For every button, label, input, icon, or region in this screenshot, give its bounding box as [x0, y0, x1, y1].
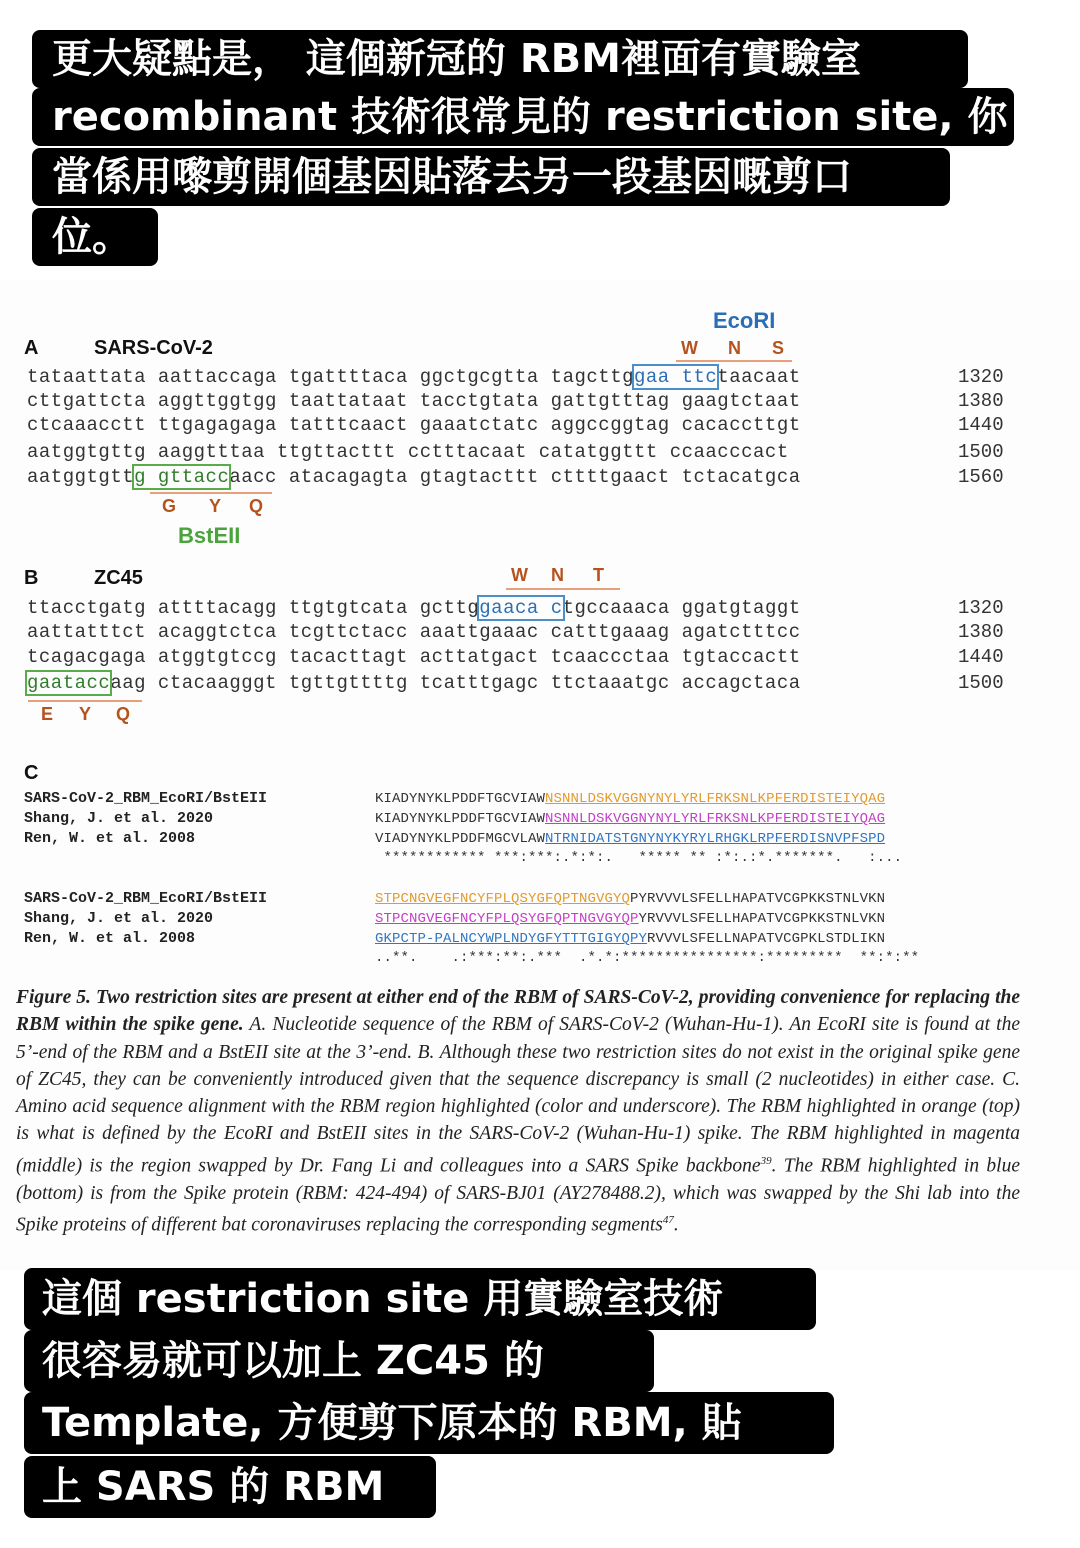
c1-seq-1: KIADYNYKLPDDFTGCVIAWNSNNLDSKVGGNYNYLYRLFRKSNLKPFERDISTEIYQAG — [375, 791, 886, 807]
c1-name-1: SARS-CoV-2_RBM_EcoRI/BstEII — [24, 790, 268, 807]
panel-a-name: SARS-CoV-2 — [94, 337, 213, 359]
ecori-aa-3: S — [772, 338, 785, 358]
panel-a-row-2: cttgattcta aggttggtgg taattataat tacctgtata gattgtttag gaagtctaat — [27, 390, 801, 412]
panel-a-label: A — [24, 337, 39, 359]
c2-consensus: ..**. .:***:**:.*** .*.*:****************:********* **:*:** — [375, 950, 920, 966]
zc45-top-aa-2: N — [551, 565, 564, 585]
figure-caption: Figure 5. Two restriction sites are present at either end of the RBM of SARS-CoV-2, providing convenience for replacing the RBM within the spike gene. A. Nucleotide sequence of the RBM of SARS-CoV-2 (Wuhan-Hu-1). An EcoRI site is found at the 5’-end of the RBM and a BstEII site at the 3’-end. B. Although these two restriction sites do not exist in the original spike gene of ZC45, they can be conveniently introduced given that the sequence discrepancy is small (2 nucleotides) in either case. C. Amino acid sequence alignment with the RBM region highlighted (color and underscore). The RBM highlighted in orange (top) is what is defined by the EcoRI and BstEII sites in the SARS-CoV-2 (Wuhan-Hu-1) spike. The RBM highlighted in magenta (middle) is the region swapped by Dr. Fang Li and colleagues into a SARS Spike backbone$^{39}$. The RBM highlighted in blue (bottom) is from the Spike protein (RBM: 424-494) of SARS-BJ01 (AY278488.2), which was swapped by the Shi lab into the Spike proteins of different bat coronaviruses replacing the corresponding segments$^{47}$. — [16, 987, 1020, 1236]
panel-b-pos-2: 1380 — [958, 621, 1004, 643]
ecori-label: EcoRI — [713, 308, 776, 333]
panel-b-name: ZC45 — [94, 567, 143, 589]
zc45-bsteii-region: gaatacc — [27, 672, 111, 694]
panel-b-pos-1: 1320 — [958, 597, 1004, 619]
panel-a-pos-4: 1500 — [958, 441, 1004, 463]
top-caption-line-3: 當係用嚟剪開個基因貼落去另一段基因嘅剪口 — [32, 148, 950, 206]
panel-a-row-1: tataattata aattaccaga tgattttaca ggctgcgtta tagcttggaa ttctaacaat — [27, 366, 801, 388]
ref-47: 47 — [662, 1213, 674, 1226]
bsteii-aa-3: Q — [249, 496, 264, 516]
ecori-aa-underline — [676, 360, 792, 362]
panel-a-row-3: ctcaaacctt ttgagagaga tatttcaact gaaatctatc aggccggtag cacaccttgt — [27, 414, 801, 436]
panel-a-pos-3: 1440 — [958, 414, 1004, 436]
c2-seq-1: STPCNGVEGFNCYFPLQSYGFQPTNGVGYQPYRVVVLSFELLHAPATVCGPKKSTNLVKN — [375, 891, 886, 907]
c2-seq-2: STPCNGVEGFNCYFPLQSYGFQPTNGVGYQPYRVVVLSFELLHAPATVCGPKKSTNLVKN — [375, 911, 886, 927]
zc45-top-aa-underline — [506, 588, 620, 590]
c2-name-3: Ren, W. et al. 2008 — [24, 930, 196, 947]
c2-name-2: Shang, J. et al. 2020 — [24, 910, 214, 927]
zc45-top-aa-1: W — [511, 565, 528, 585]
top-caption-line-2: recombinant 技術很常見的 restriction site, 你 — [32, 88, 1014, 146]
zc45-top-aa-3: T — [593, 565, 604, 585]
bottom-caption-line-2: 很容易就可以加上 ZC45 的 — [24, 1330, 654, 1392]
panel-a-pos-1: 1320 — [958, 366, 1004, 388]
c1-consensus: ************ ***:***:.*:*:. ***** ** :*:.:*.*******. :... — [375, 850, 903, 866]
panel-b-row-4: gaataccaag ctacaagggt tgttgttttg tcatttgagc ttctaaatgc accagctaca — [27, 672, 801, 694]
c1-name-3: Ren, W. et al. 2008 — [24, 830, 196, 847]
panel-b-row-1: ttacctgatg attttacagg ttgtgtcata gcttggaaca ctgccaaaca ggatgtaggt — [27, 597, 801, 619]
panel-b-row-2: aattatttct acaggtctca tcgttctacc aaattgaaac catttgaaag agatctttcc — [27, 621, 801, 643]
bsteii-site: g gttacc — [134, 466, 230, 488]
zc45-bottom-aa-2: Y — [79, 704, 92, 724]
bottom-caption-line-3: Template, 方便剪下原本的 RBM, 貼 — [24, 1392, 834, 1454]
panel-c-label: C — [24, 762, 39, 784]
panel-a-row-5: aatggtgttg gttaccaacc atacagagta gtagtacttt cttttgaact tctacatgca — [27, 466, 801, 488]
top-caption-line-1: 更大疑點是， 這個新冠的 RBM裡面有實驗室 — [32, 30, 968, 88]
bsteii-label: BstEII — [178, 523, 241, 548]
panel-b-pos-4: 1500 — [958, 672, 1004, 694]
figure-caption-title: Figure 5. Two restriction sites are present at either end of the RBM of SARS-CoV-2, providing convenience for replacing the RBM within the spike gene. — [16, 987, 1020, 1036]
panel-a-pos-5: 1560 — [958, 466, 1004, 488]
c1-name-2: Shang, J. et al. 2020 — [24, 810, 214, 827]
panel-a-pos-2: 1380 — [958, 390, 1004, 412]
ecori-aa-2: N — [728, 338, 741, 358]
zc45-bottom-aa-1: E — [41, 704, 54, 724]
bottom-caption-line-4: 上 SARS 的 RBM — [24, 1456, 436, 1518]
bsteii-aa-overline — [150, 492, 272, 494]
zc45-bottom-aa-3: Q — [116, 704, 131, 724]
ref-39: 39 — [760, 1154, 772, 1167]
c1-seq-3: VIADYNYKLPDDFMGCVLAWNTRNIDATSTGNYNYKYRYLRHGKLRPFERDISNVPFSPD — [375, 831, 886, 847]
zc45-ecori-region: gaaca c — [479, 597, 563, 619]
c1-seq-2: KIADYNYKLPDDFTGCVIAWNSNNLDSKVGGNYNYLYRLFRKSNLKPFERDISTEIYQAG — [375, 811, 886, 827]
ecori-site: gaa ttc — [634, 366, 718, 388]
bsteii-aa-1: G — [162, 496, 177, 516]
zc45-bottom-aa-overline — [28, 700, 142, 702]
panel-b-label: B — [24, 567, 39, 589]
panel-b-row-3: tcagacgaga atggtgtccg tacacttagt acttatgact tcaaccctaa tgtaccactt — [27, 646, 801, 668]
bsteii-aa-2: Y — [209, 496, 222, 516]
panel-a-row-4: aatggtgttg aaggtttaa ttgttacttt cctttacaat catatggttt ccaacccact — [27, 441, 789, 463]
panel-b-pos-3: 1440 — [958, 646, 1004, 668]
c2-name-1: SARS-CoV-2_RBM_EcoRI/BstEII — [24, 890, 268, 907]
top-caption-line-4: 位。 — [32, 208, 158, 266]
bottom-caption-line-1: 這個 restriction site 用實驗室技術 — [24, 1268, 816, 1330]
ecori-aa-1: W — [681, 338, 698, 358]
c2-seq-3: GKPCTP-PALNCYWPLNDYGFYTTTGIGYQPYRVVVLSFELLNAPATVCGPKLSTDLIKN — [375, 931, 886, 947]
